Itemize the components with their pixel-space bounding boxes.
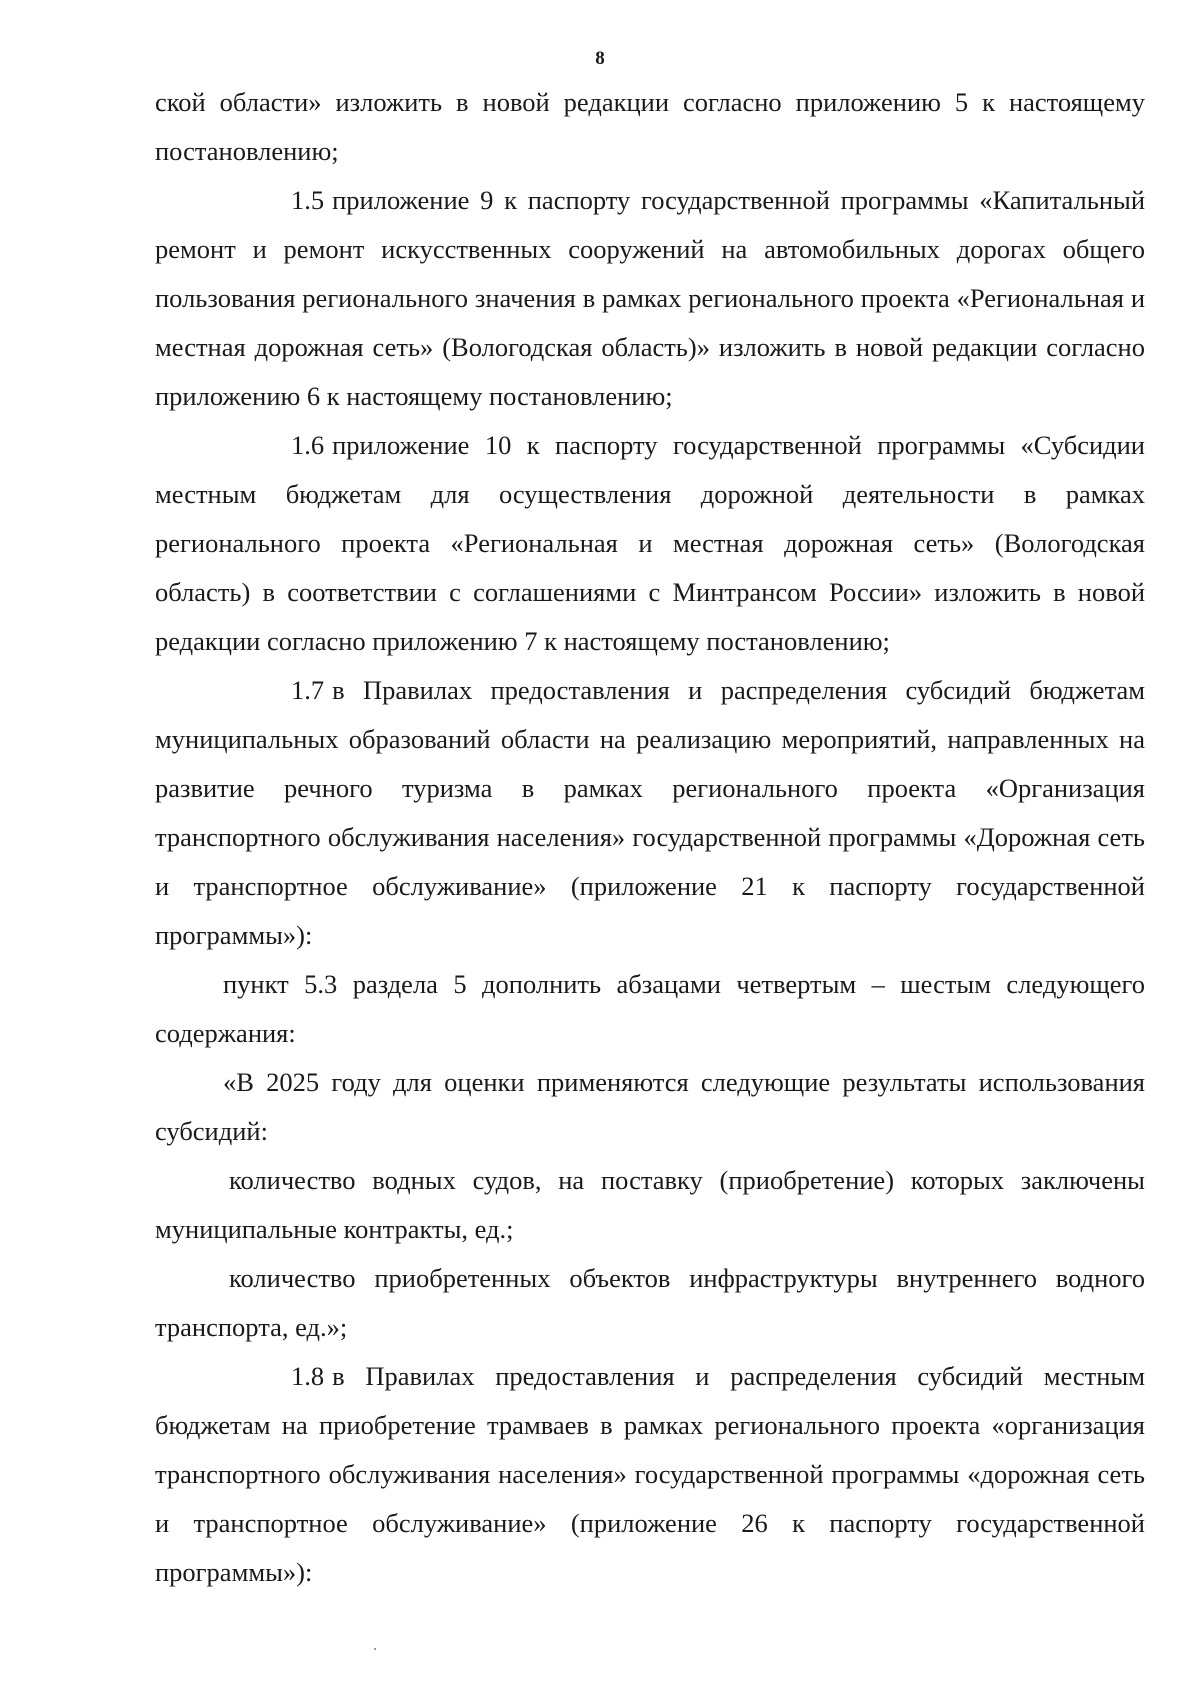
paragraph-number: 1.7 [291,675,325,705]
paragraph-text: в Правилах предоставления и распределения субсидий бюджетам муниципальных образований области на реализацию мероприятий, направленных на развитие речного туризма в рамках регионального проекта «Организация транспортного обслуживания населения» государственной программы «Дорожная сеть и транспортное обслуживание» (приложение 21 к паспорту государственной программы»): [155,675,1145,950]
paragraph-1-8 [155,1352,1145,1597]
paragraph-text: приложение 10 к паспорту государственной программы «Субсидии местным бюджетам для осуществления дорожной деятельности в рамках регионального проекта «Региональная и местная дорожная сеть» (Вологодская область) в соответствии с соглашениями с Минтрансом России» изложить в новой редакции согласно приложению 7 к настоящему постановлению; [155,430,1145,656]
paragraph-text: «В 2025 году для оценки применяются следующие результаты использования субсидий: [155,1067,1145,1146]
paragraph-amendment [155,960,1145,1058]
scan-artifact [374,1648,376,1650]
paragraph-continuation [155,78,1145,176]
paragraph-text: пункт 5.3 раздела 5 дополнить абзацами четвертым – шестым следующего содержания: [155,969,1145,1048]
paragraph-quote-item [155,1156,1145,1254]
paragraph-text: ской области» изложить в новой редакции согласно приложению 5 к настоящему постановлению; [155,87,1145,166]
paragraph-1-5 [155,176,1145,421]
page-number: 8 [595,48,605,69]
paragraph-text: количество водных судов, на поставку (приобретение) которых заключены муниципальные контракты, ед.; [155,1165,1145,1244]
paragraph-text: количество приобретенных объектов инфраструктуры внутреннего водного транспорта, ед.»; [155,1263,1145,1342]
paragraph-quote-item [155,1254,1145,1352]
paragraph-1-7 [155,666,1145,960]
paragraph-number: 1.6 [291,430,325,460]
paragraph-number: 1.5 [291,185,325,215]
paragraph-text: приложение 9 к паспорту государственной программы «Капитальный ремонт и ремонт искусственных сооружений на автомобильных дорогах общего пользования регионального значения в рамках регионального проекта «Региональная и местная дорожная сеть» (Вологодская область)» изложить в новой редакции согласно приложению 6 к настоящему постановлению; [155,185,1145,411]
paragraph-quote-intro [155,1058,1145,1156]
paragraph-1-6 [155,421,1145,666]
document-body [155,78,1145,1597]
paragraph-text: в Правилах предоставления и распределения субсидий местным бюджетам на приобретение трамваев в рамках регионального проекта «организация транспортного обслуживания населения» государственной программы «дорожная сеть и транспортное обслуживание» (приложение 26 к паспорту государственной программы»): [155,1361,1145,1587]
paragraph-number: 1.8 [291,1361,325,1391]
